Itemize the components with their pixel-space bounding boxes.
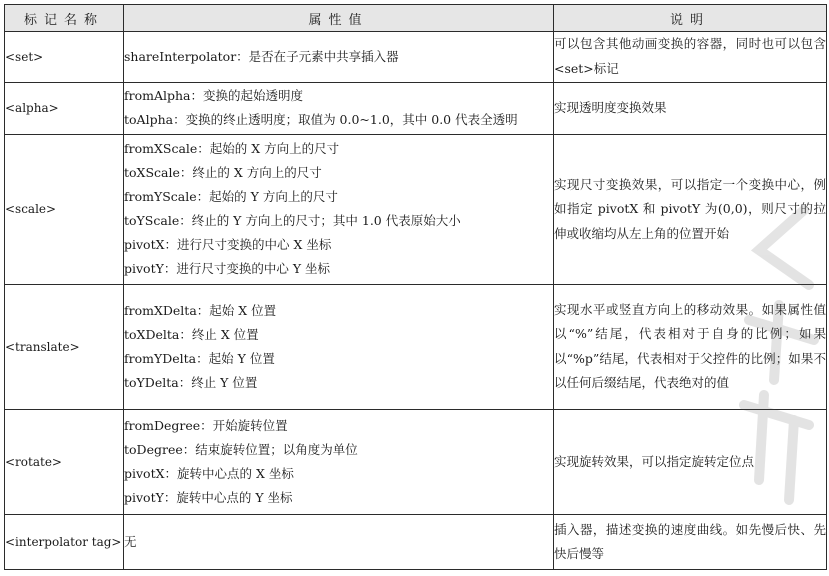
attrs-cell <box>124 284 554 409</box>
table-row-scale <box>5 135 827 285</box>
desc-cell: 实现水平或竖直方向上的移动效果。如果属性值以“%”结尾，代表相对于自身的比例；如果以“%p”结尾，代表相对于父控件的比例；如果不以任何后缀结尾，代表绝对的值 <box>554 284 827 409</box>
attr-line: pivotX：进行尺寸变换的中心 X 坐标 <box>124 237 332 253</box>
header-attribute-values: 属性值 <box>124 5 554 32</box>
tag-cell: <alpha> <box>5 82 124 135</box>
tag-cell: <set> <box>5 32 124 83</box>
tag-cell: <translate> <box>5 284 124 409</box>
attr-line: fromYDelta：起始 Y 位置 <box>124 350 275 366</box>
table-row-translate <box>5 284 827 409</box>
attr-line: shareInterpolator：是否在子元素中共享插入器 <box>124 48 399 64</box>
attr-line: fromAlpha：变换的起始透明度 <box>124 88 304 104</box>
attr-line: toYScale：终止的 Y 方向上的尺寸；其中 1.0 代表原始大小 <box>124 213 461 229</box>
attrs-cell <box>124 410 554 515</box>
header-description: 说明 <box>554 5 827 32</box>
attr-line: fromDegree：开始旋转位置 <box>124 418 288 434</box>
attr-line: toXDelta：终止 X 位置 <box>124 326 259 342</box>
attrs-cell <box>124 135 554 285</box>
attr-line: pivotY：旋转中心点的 Y 坐标 <box>124 490 293 506</box>
attr-line: 无 <box>124 534 137 550</box>
desc-cell: 插入器，描述变换的速度曲线。如先慢后快、先快后慢等 <box>554 515 827 570</box>
tag-cell: <scale> <box>5 135 124 285</box>
attr-line: pivotY：进行尺寸变换的中心 Y 坐标 <box>124 261 331 277</box>
tag-cell: <rotate> <box>5 410 124 515</box>
table-row-set <box>5 32 827 83</box>
attr-line: toXScale：终止的 X 方向上的尺寸 <box>124 165 322 181</box>
attr-line: fromXDelta：起始 X 位置 <box>124 302 277 318</box>
attr-line: toYDelta：终止 Y 位置 <box>124 374 258 390</box>
desc-cell: 实现透明度变换效果 <box>554 82 827 135</box>
attrs-cell <box>124 515 554 570</box>
table-row-interpolator <box>5 515 827 570</box>
header-tag-name: 标记名称 <box>5 5 124 32</box>
attr-line: toDegree：结束旋转位置；以角度为单位 <box>124 442 358 458</box>
table-row-rotate <box>5 410 827 515</box>
table-row-alpha <box>5 82 827 135</box>
attrs-cell <box>124 82 554 135</box>
attr-line: toAlpha：变换的终止透明度；取值为 0.0~1.0，其中 0.0 代表全透明 <box>124 112 518 128</box>
desc-cell: 实现旋转效果，可以指定旋转定位点 <box>554 410 827 515</box>
desc-cell: 可以包含其他动画变换的容器，同时也可以包含<set>标记 <box>554 32 827 83</box>
desc-cell: 实现尺寸变换效果，可以指定一个变换中心，例如指定 pivotX 和 pivotY 为(0,0)，则尺寸的拉伸或收缩均从左上角的位置开始 <box>554 135 827 285</box>
attr-line: pivotX：旋转中心点的 X 坐标 <box>124 466 294 482</box>
tag-cell: <interpolator tag> <box>5 515 124 570</box>
attr-line: fromYScale：起始的 Y 方向上的尺寸 <box>124 189 338 205</box>
attrs-cell <box>124 32 554 83</box>
attr-line: fromXScale：起始的 X 方向上的尺寸 <box>124 141 340 157</box>
animation-tags-table <box>4 4 827 570</box>
header-row <box>5 5 827 32</box>
